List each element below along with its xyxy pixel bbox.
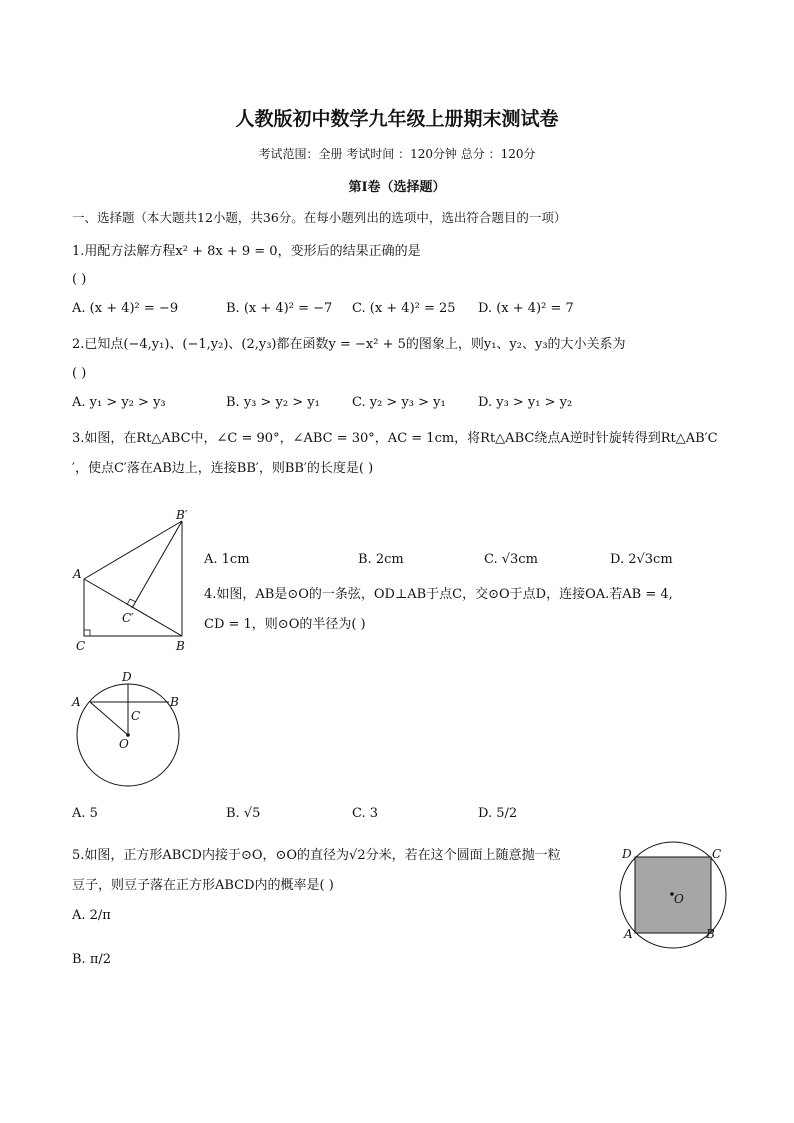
option-a[interactable]: A. (x + 4)² = −9 — [72, 301, 179, 316]
option-b[interactable]: B. √5 — [226, 806, 261, 821]
option-d[interactable]: D. (x + 4)² = 7 — [478, 301, 574, 316]
question-1-paren: ( ) — [72, 272, 87, 287]
page-title: 人教版初中数学九年级上册期末测试卷 — [235, 108, 559, 130]
label-c: C — [76, 639, 86, 653]
option-b[interactable]: B. 2cm — [358, 552, 404, 567]
segment-ab-prime — [84, 521, 182, 579]
right-angle-c — [84, 630, 90, 636]
label-b: B — [176, 639, 185, 653]
question-4-stem-line2: CD = 1，则⊙O的半径为( ) — [204, 617, 366, 632]
circle-chord-figure — [66, 664, 196, 792]
question-5-stem-line2: 豆子，则豆子落在正方形ABCD内的概率是( ) — [72, 878, 334, 893]
inscribed-square-figure — [614, 840, 736, 950]
segment-oa — [90, 702, 128, 735]
segment-ab — [84, 579, 182, 636]
question-3-options — [204, 552, 684, 572]
question-4-options — [72, 806, 612, 826]
label-a: A — [73, 567, 82, 581]
option-a[interactable]: A. 1cm — [204, 552, 250, 567]
question-4-stem-line1: 4.如图，AB是⊙O的一条弦，OD⊥AB于点C，交⊙O于点D，连接OA.若AB = 4, — [204, 587, 673, 602]
option-d[interactable]: D. 5/2 — [478, 806, 518, 821]
label-o: O — [119, 737, 129, 751]
label-b-prime: B′ — [176, 508, 188, 522]
exam-meta: 考试范围：全册 考试时间 ：120分钟 总分 ：120分 — [258, 147, 536, 161]
question-3-stem-line2: ′，使点C′落在AB边上，连接BB′，则BB′的长度是( ) — [72, 461, 374, 476]
question-2-options — [72, 395, 612, 415]
label-b: B — [706, 927, 715, 941]
option-b[interactable]: B. y₃ > y₂ > y₁ — [226, 395, 320, 410]
option-c[interactable]: C. (x + 4)² = 25 — [352, 301, 456, 316]
option-b[interactable]: B. (x + 4)² = −7 — [226, 301, 333, 316]
question-1-options — [72, 301, 612, 321]
question-5-stem-line1: 5.如图，正方形ABCD内接于⊙O，⊙O的直径为√2分米，若在这个圆面上随意抛一粒 — [72, 848, 561, 863]
question-2-paren: ( ) — [72, 366, 87, 381]
label-a: A — [624, 927, 633, 941]
segment-b-prime-c-prime — [132, 521, 182, 608]
label-b: B — [170, 695, 179, 709]
label-c-prime: C′ — [122, 611, 134, 625]
option-c[interactable]: C. y₂ > y₃ > y₁ — [352, 395, 446, 410]
label-c: C — [712, 847, 722, 861]
label-d: D — [122, 670, 132, 684]
option-a[interactable]: A. 5 — [72, 806, 98, 821]
question-5-option-b[interactable]: B. π/2 — [72, 952, 112, 967]
part-heading: 一、选择题（本大题共12小题，共36分。在每小题列出的选项中，选出符合题目的一项） — [72, 210, 567, 225]
question-5-option-a[interactable]: A. 2/π — [72, 908, 111, 923]
label-a: A — [72, 695, 81, 709]
option-d[interactable]: D. y₃ > y₁ > y₂ — [478, 395, 573, 410]
label-d: D — [622, 847, 632, 861]
option-c[interactable]: C. √3cm — [484, 552, 538, 567]
label-o: O — [674, 892, 684, 906]
label-c: C — [131, 709, 141, 723]
triangle-figure — [66, 508, 196, 656]
option-d[interactable]: D. 2√3cm — [610, 552, 673, 567]
question-1-stem: 1.用配方法解方程x² + 8x + 9 = 0，变形后的结果正确的是 — [72, 244, 421, 259]
section-title: 第I卷（选择题） — [348, 180, 446, 195]
question-2-stem: 2.已知点(−4,y₁)、(−1,y₂)、(2,y₃)都在函数y = −x² + 5的图象上，则y₁、y₂、y₃的大小关系为 — [72, 337, 626, 352]
option-c[interactable]: C. 3 — [352, 806, 379, 821]
option-a[interactable]: A. y₁ > y₂ > y₃ — [72, 395, 166, 410]
question-3-stem-line1: 3.如图，在Rt△ABC中，∠C = 90°，∠ABC = 30°，AC = 1cm，将Rt△ABC绕点A逆时针旋转得到Rt△AB′C — [72, 431, 718, 446]
